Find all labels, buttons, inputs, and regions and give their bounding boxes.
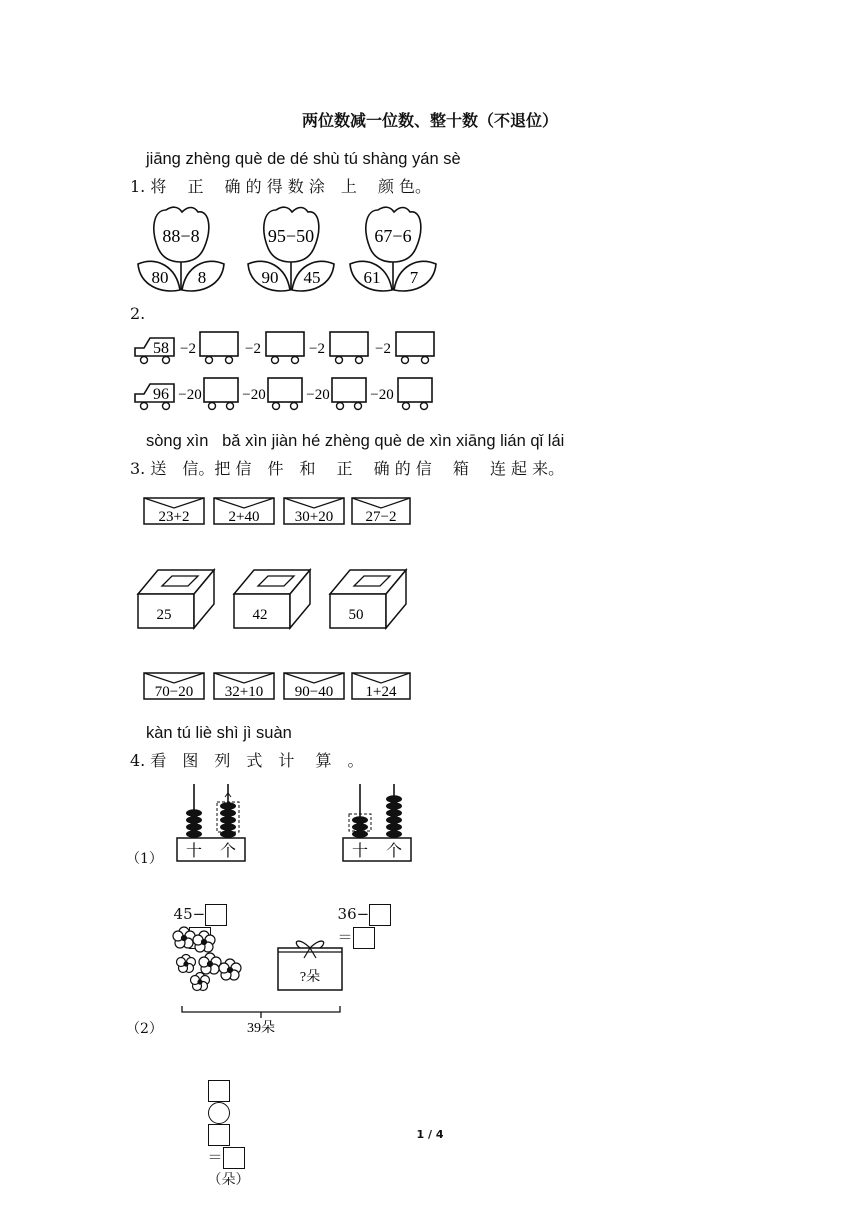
train-op: −2 (245, 341, 261, 357)
mailbox[interactable] (234, 570, 310, 628)
tens-beads (352, 816, 368, 838)
flower-88-8[interactable] (138, 207, 224, 291)
total-bracket (182, 1006, 340, 1012)
answer-box[interactable] (205, 904, 227, 926)
q2-trains (132, 328, 442, 420)
envelope[interactable] (352, 673, 410, 700)
unit-label: （朵） (207, 1172, 250, 1188)
flower-right-answer[interactable]: 7 (409, 268, 419, 287)
q4-part2-label: （2） (126, 1021, 163, 1037)
train-car-answer-box[interactable] (396, 332, 434, 356)
train-car-answer-box[interactable] (200, 332, 238, 356)
q1-flowers (130, 204, 460, 296)
train-car-answer-box[interactable] (330, 332, 368, 356)
flower-expr: 67−6 (374, 226, 412, 246)
q4-text: 4. 看 图 列 式 计 算 。 (130, 751, 364, 770)
answer-box[interactable] (223, 1147, 245, 1169)
envelope[interactable] (352, 498, 410, 525)
q4-part1-label: （1） (126, 851, 163, 867)
flower-left-answer[interactable]: 80 (151, 268, 169, 287)
train-car-answer-box[interactable] (204, 378, 238, 402)
page-number: 1 / 4 (416, 1128, 444, 1141)
train-op: −2 (375, 341, 391, 357)
q4-part2-picture (168, 926, 358, 1038)
equation-1-prefix: 45− (173, 905, 206, 923)
ones-label: 个 (219, 843, 237, 860)
train-op: −20 (370, 387, 394, 403)
mailbox-number: 50 (348, 607, 364, 623)
envelope[interactable] (214, 498, 274, 525)
q1-text: 1. 将 正 确 的 得 数 涂 上 颜 色。 (130, 177, 432, 196)
equals-sign: ＝ (207, 1148, 223, 1166)
train-op: −2 (309, 341, 325, 357)
flower-left-answer[interactable]: 61 (363, 268, 381, 287)
envelope[interactable] (284, 673, 344, 700)
mailbox-number: 25 (156, 607, 172, 623)
train-car-answer-box[interactable] (266, 332, 304, 356)
flower-bunch-icon (173, 927, 241, 991)
envelope-expr: 1+24 (365, 684, 397, 700)
q1-pinyin: jiāng zhèng què de dé shù tú shàng yán sè (146, 150, 461, 168)
train-start-number: 58 (153, 340, 169, 357)
train-1 (135, 332, 434, 364)
q2-label: 2. (130, 304, 146, 323)
train-op: −2 (180, 341, 196, 357)
envelope-expr: 27−2 (365, 509, 397, 525)
tens-label: 十 (185, 843, 203, 860)
envelope[interactable] (144, 673, 204, 700)
train-car-answer-box[interactable] (332, 378, 366, 402)
envelope-expr: 30+20 (294, 509, 334, 525)
envelope-expr: 23+2 (158, 509, 190, 525)
q3-bottom-envelopes (140, 669, 420, 703)
envelope-expr: 90−40 (294, 684, 334, 700)
train-car-answer-box[interactable] (268, 378, 302, 402)
mailbox[interactable] (138, 570, 214, 628)
ones-beads (386, 795, 402, 838)
flower-95-50[interactable] (248, 207, 334, 291)
flower-right-answer[interactable]: 45 (303, 268, 321, 287)
gift-label: ?朵 (299, 970, 321, 985)
envelope-expr: 70−20 (154, 684, 194, 700)
envelope[interactable] (214, 673, 274, 700)
envelope-expr: 32+10 (224, 684, 264, 700)
flower-67-6[interactable] (350, 207, 436, 291)
total-label: 39朵 (247, 1021, 275, 1036)
abacus-1 (174, 780, 248, 864)
q3-pinyin: sòng xìn bǎ xìn jiàn hé zhèng què de xìn xiāng lián qǐ lái (146, 432, 565, 450)
envelope[interactable] (284, 498, 344, 525)
envelope[interactable] (144, 498, 204, 525)
equation-3 (198, 1062, 250, 1189)
train-2 (135, 378, 432, 410)
mailbox[interactable] (330, 570, 406, 628)
envelope-expr: 2+40 (228, 509, 260, 525)
page-title: 两位数减一位数、整十数（不退位） (301, 111, 558, 130)
q3-top-envelopes (140, 494, 420, 528)
train-op: −20 (306, 387, 330, 403)
tens-beads (186, 809, 202, 838)
train-op: −20 (178, 387, 202, 403)
tens-label: 十 (351, 843, 369, 860)
flower-left-answer[interactable]: 90 (261, 268, 279, 287)
flower-expr: 88−8 (162, 226, 200, 246)
operator-circle[interactable] (208, 1102, 230, 1124)
ones-label: 个 (385, 843, 403, 860)
train-op: −20 (242, 387, 266, 403)
train-car-answer-box[interactable] (398, 378, 432, 402)
q3-text: 3. 送 信。把 信 件 和 正 确 的 信 箱 连 起 来。 (130, 459, 565, 478)
flower-expr: 95−50 (267, 226, 315, 246)
flower-right-answer[interactable]: 8 (197, 268, 207, 287)
q4-pinyin: kàn tú liè shì jì suàn (146, 724, 292, 742)
q3-mailboxes (134, 566, 414, 634)
answer-box[interactable] (369, 904, 391, 926)
equals-sign: ＝ (337, 928, 353, 946)
equation-2-prefix: 36− (337, 905, 370, 923)
answer-box[interactable] (208, 1080, 230, 1102)
train-start-number: 96 (153, 386, 169, 403)
mailbox-number: 42 (252, 607, 268, 623)
abacus-2 (340, 780, 414, 864)
gift-box-icon (278, 941, 342, 990)
